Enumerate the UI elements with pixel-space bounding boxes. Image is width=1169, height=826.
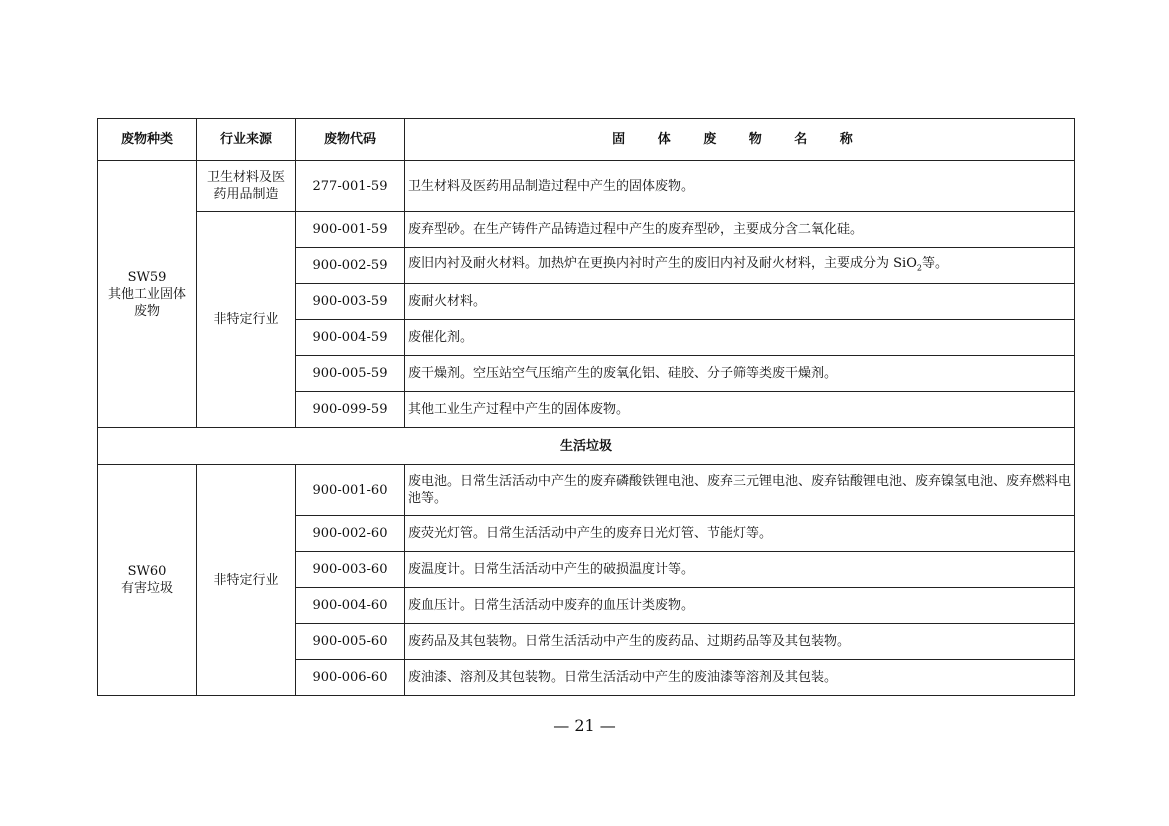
header-category: 废物种类	[98, 119, 197, 161]
code-cell: 900-004-60	[296, 588, 405, 624]
name-cell: 废弃型砂。在生产铸件产品铸造过程中产生的废弃型砂，主要成分含二氧化硅。	[405, 212, 1075, 248]
code-cell: 900-002-59	[296, 248, 405, 284]
code-cell: 900-003-59	[296, 284, 405, 320]
code-cell: 900-003-60	[296, 552, 405, 588]
code-cell: 900-005-59	[296, 356, 405, 392]
name-text: 废旧内衬及耐火材料。加热炉在更换内衬时产生的废旧内衬及耐火材料，主要成分为 SiO	[408, 255, 917, 271]
table-row	[98, 161, 1075, 212]
name-cell: 废电池。日常生活活动中产生的废弃磷酸铁锂电池、废弃三元锂电池、废弃钴酸锂电池、废弃镍氢电池、废弃燃料电池等。	[405, 465, 1075, 516]
name-cell	[405, 248, 1075, 284]
source-cell	[197, 161, 296, 212]
name-cell: 废干燥剂。空压站空气压缩产生的废氧化铝、硅胶、分子筛等类废干燥剂。	[405, 356, 1075, 392]
source-cell: 非特定行业	[197, 465, 296, 696]
category-cell	[98, 465, 197, 696]
name-cell: 废荧光灯管。日常生活活动中产生的废弃日光灯管、节能灯等。	[405, 516, 1075, 552]
name-cell: 废药品及其包装物。日常生活活动中产生的废药品、过期药品等及其包装物。	[405, 624, 1075, 660]
section-title: 生活垃圾	[98, 428, 1075, 465]
category-cell	[98, 161, 197, 428]
name-cell: 废耐火材料。	[405, 284, 1075, 320]
section-row	[98, 428, 1075, 465]
subscript: 2	[916, 263, 922, 273]
header-source: 行业来源	[197, 119, 296, 161]
name-cell: 废温度计。日常生活活动中产生的破损温度计等。	[405, 552, 1075, 588]
name-tail: 等。	[921, 255, 948, 271]
code-cell: 900-001-59	[296, 212, 405, 248]
code-cell: 900-006-60	[296, 660, 405, 696]
waste-table	[97, 118, 1075, 696]
code-cell: 900-005-60	[296, 624, 405, 660]
header-name: 固 体 废 物 名 称	[405, 119, 1075, 161]
name-cell: 卫生材料及医药用品制造过程中产生的固体废物。	[405, 161, 1075, 212]
category-code: SW59	[127, 269, 167, 285]
header-code: 废物代码	[296, 119, 405, 161]
category-code: SW60	[127, 564, 167, 579]
category-name: 有害垃圾	[120, 581, 173, 596]
table-row	[98, 212, 1075, 248]
header-row	[98, 119, 1075, 161]
source-text: 卫生材料及医药用品制造	[206, 170, 285, 202]
source-cell: 非特定行业	[197, 212, 296, 428]
page-number: — 21 —	[553, 716, 616, 735]
code-cell: 900-004-59	[296, 320, 405, 356]
code-cell: 900-099-59	[296, 392, 405, 428]
table-row	[98, 465, 1075, 516]
code-cell: 900-002-60	[296, 516, 405, 552]
category-name: 其他工业固体废物	[107, 286, 186, 319]
name-cell: 废催化剂。	[405, 320, 1075, 356]
code-cell: 900-001-60	[296, 465, 405, 516]
name-cell: 废油漆、溶剂及其包装物。日常生活活动中产生的废油漆等溶剂及其包装。	[405, 660, 1075, 696]
name-cell: 废血压计。日常生活活动中废弃的血压计类废物。	[405, 588, 1075, 624]
code-cell: 277-001-59	[296, 161, 405, 212]
name-cell: 其他工业生产过程中产生的固体废物。	[405, 392, 1075, 428]
